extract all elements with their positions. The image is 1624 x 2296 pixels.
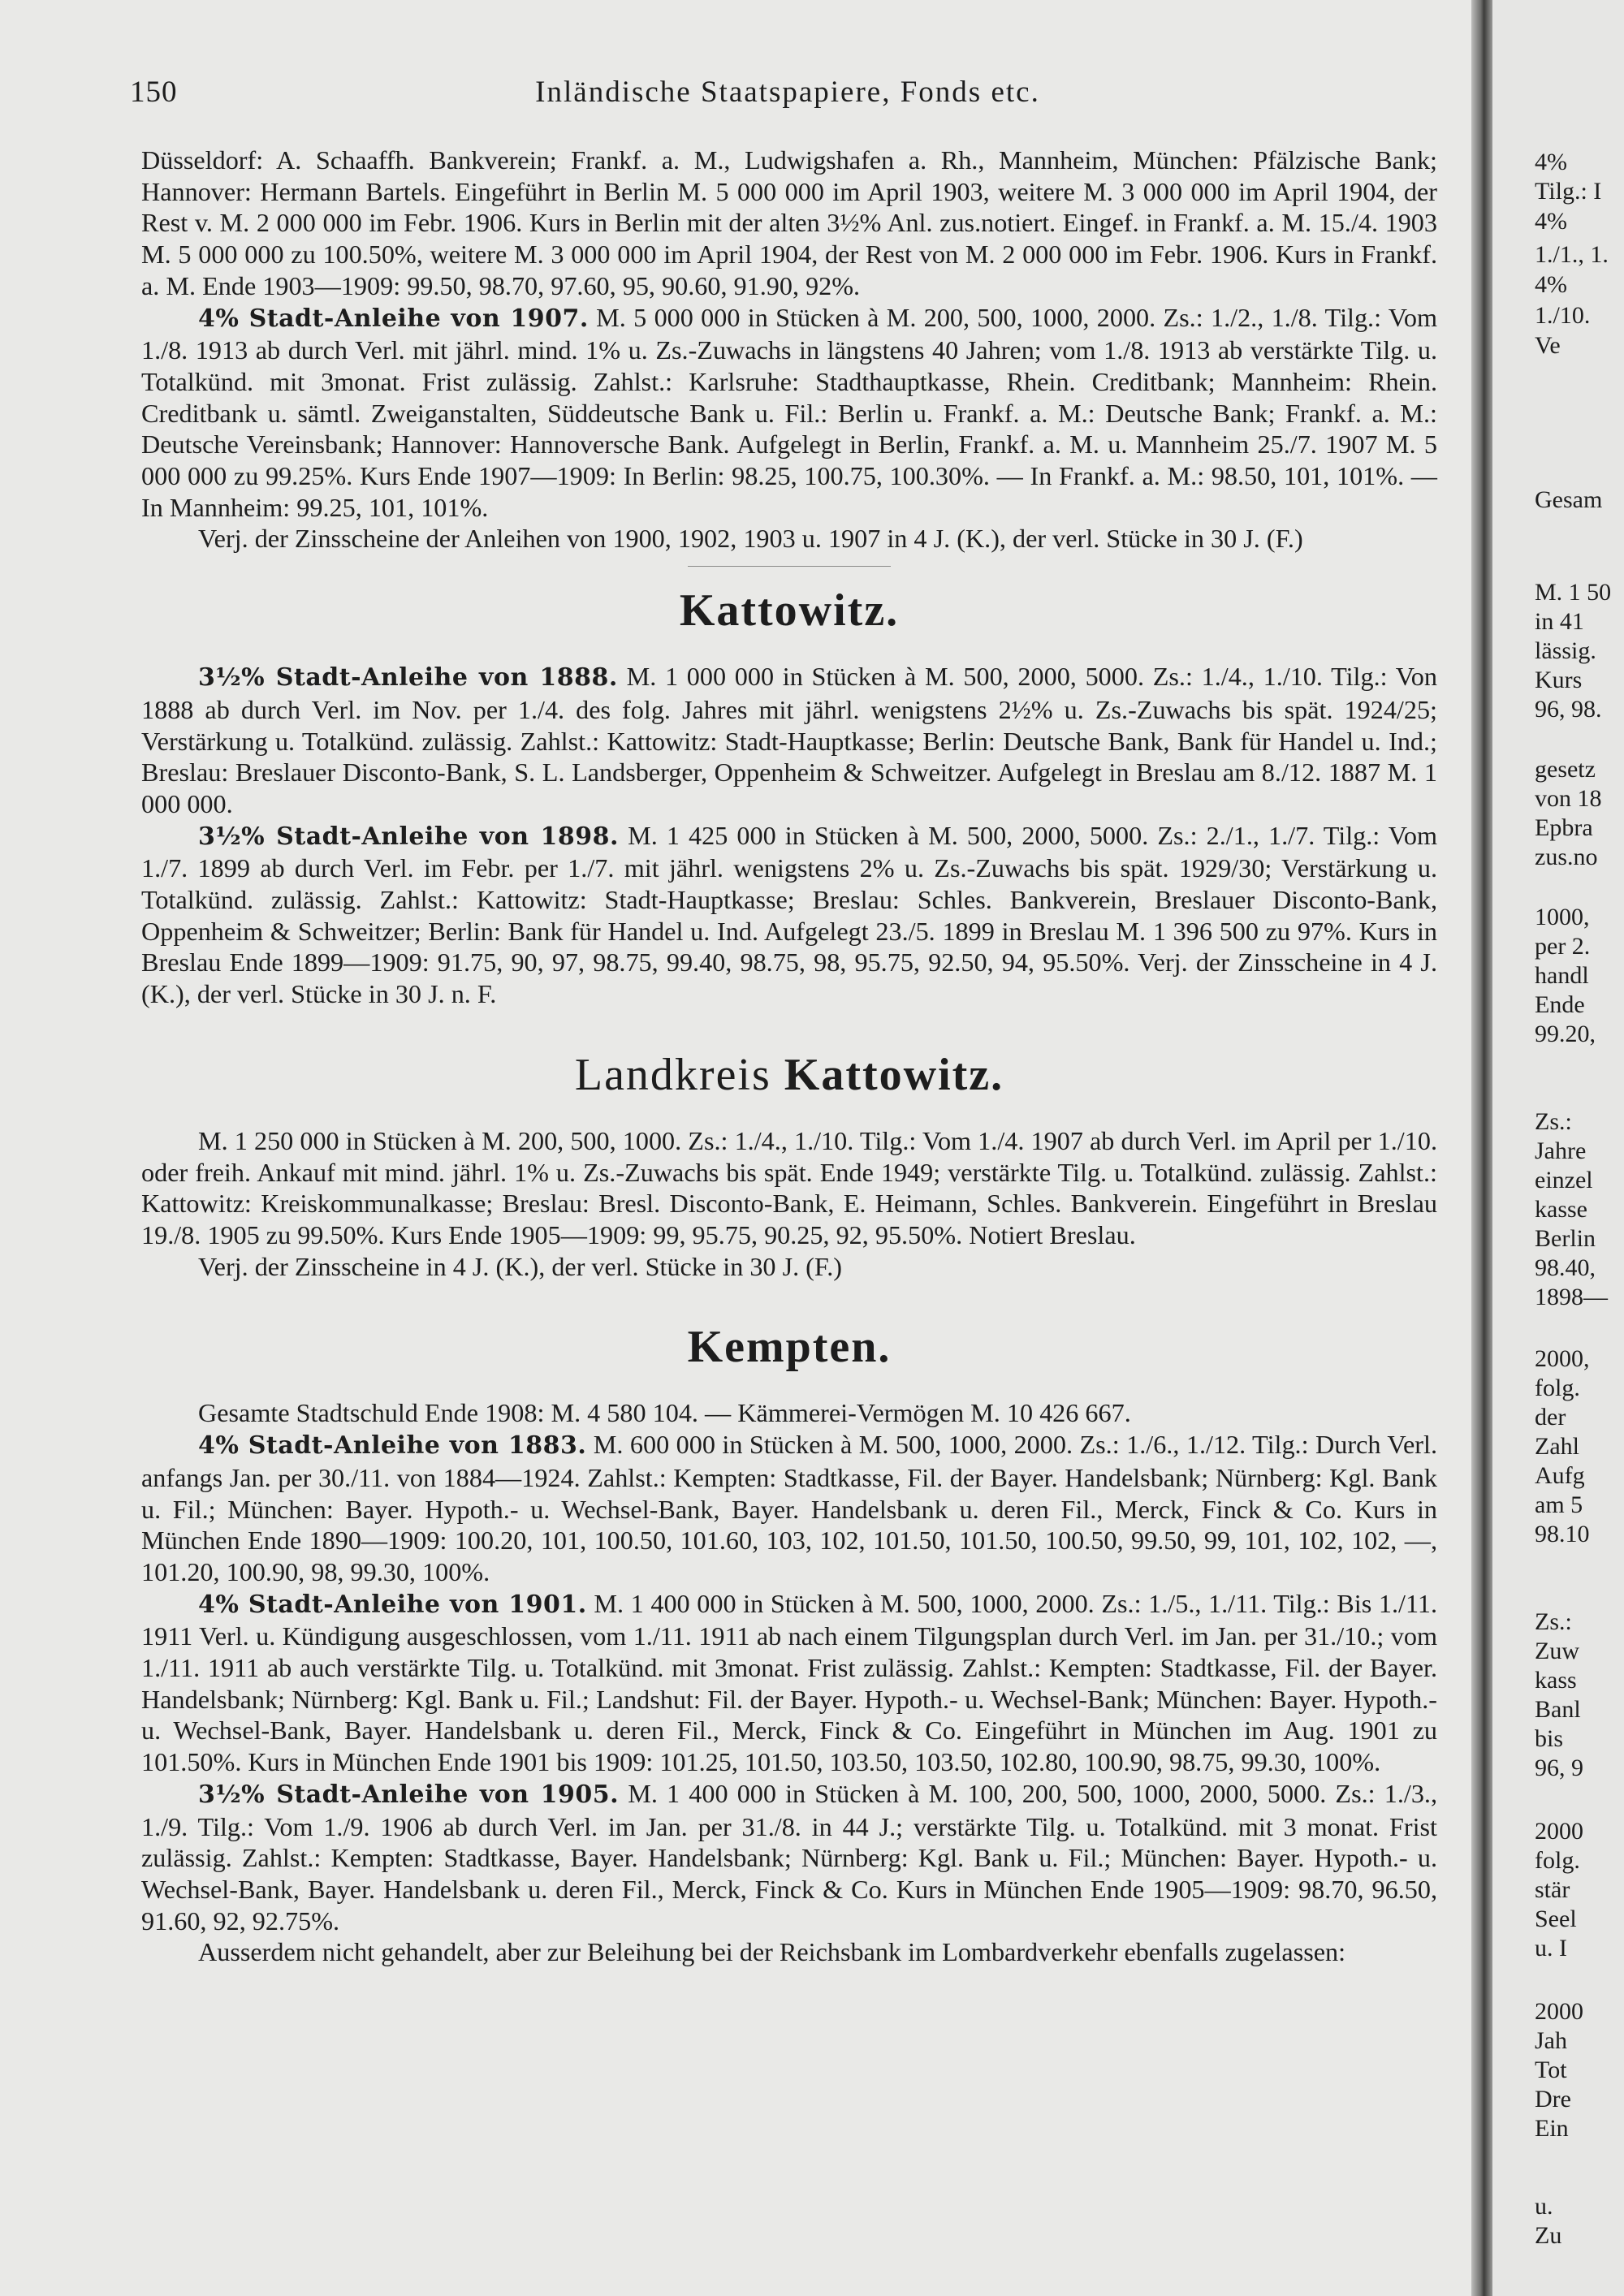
- limitation-note: [141, 523, 1437, 555]
- loan-text: M. 1 000 000 in Stücken à M. 500, 2000, 5000. Zs.: 1./4., 1./10. Tilg.: Von 1888 ab durch Verl. im Nov. per 1./4. des folg. Jahres mit jährl. wenigstens 2½% u. Zs.-Zuwachs bis spät. 1924/25; Verstärkung u. Totalkünd. zulässig. Zahlst.: Kattowitz: Stadt-Hauptkasse; Berlin: Deutsche Bank, Bank für Handel u. Ind.; Breslau: Breslauer Disconto-Bank, S. L. Landsberger, Oppenheim & Schweitzer. Aufgelegt in Breslau am 8./12. 1887 M. 1 000 000.: [141, 662, 1437, 818]
- facing-page-fragment: M. 1 50: [1535, 579, 1612, 606]
- debt-summary: [141, 1397, 1437, 1429]
- facing-page-fragment: von 18: [1535, 785, 1602, 812]
- loan-text: M. 1 250 000 in Stücken à M. 200, 500, 1000. Zs.: 1./4., 1./10. Tilg.: Vom 1./4. 1907 ab durch Verl. im April per 1./10. oder freih. Ankauf mit mind. jährl. 1% u. Zs.-Zuwachs bis spät. Ende 1949; verstärkte Tilg. u. Totalkünd. zulässig. Zahlst.: Kattowitz: Kreiskommunalkasse; Breslau: Bresl. Disconto-Bank, E. Heimann, Schles. Bankverein. Eingeführt in Breslau 19./8. 1905 zu 99.50%. Kurs Ende 1905—1909: 99, 95.75, 90.25, 92, 95.50%. Notiert Breslau.: [141, 1125, 1437, 1249]
- facing-page-fragment: in 41: [1535, 608, 1584, 635]
- section-heading-kattowitz: Kattowitz.: [679, 585, 900, 637]
- loan-entry: [141, 1588, 1437, 1778]
- facing-page-fragment: Dre: [1535, 2086, 1571, 2113]
- section-heading-kempten: Kempten.: [687, 1322, 892, 1373]
- facing-page-fragment: kass: [1535, 1667, 1577, 1694]
- facing-page-fragment: bis: [1535, 1725, 1564, 1752]
- running-title: Inländische Staatspapiere, Fonds etc.: [535, 76, 1040, 109]
- facing-page-fragment: Zs.:: [1535, 1608, 1572, 1635]
- facing-page-fragment: 1000,: [1535, 904, 1590, 930]
- section-divider: [688, 566, 891, 567]
- facing-page-fragment: handl: [1535, 962, 1589, 989]
- loan-entry: [141, 302, 1437, 524]
- facing-page-fragment: Banl: [1535, 1696, 1581, 1723]
- facing-page-fragment: u.: [1535, 2193, 1553, 2220]
- facing-page-fragment: Ve: [1535, 332, 1561, 359]
- facing-page-fragment: Tilg.: I: [1535, 178, 1602, 205]
- loan-text: Gesamte Stadtschuld Ende 1908: M. 4 580 104. — Kämmerei-Vermögen M. 10 426 667.: [198, 1398, 1131, 1428]
- facing-page-fragment: 4%: [1535, 271, 1567, 298]
- book-gutter: [1471, 0, 1492, 2296]
- facing-page-fragment: 98.10: [1535, 1521, 1590, 1547]
- facing-page-fragment: 96, 98.: [1535, 696, 1602, 723]
- loan-text: Ausserdem nicht gehandelt, aber zur Beleihung bei der Reichsbank im Lombardverkehr ebenfalls zugelassen:: [198, 1937, 1346, 1967]
- facing-page-fragment: folg.: [1535, 1375, 1580, 1401]
- loan-text: M. 1 425 000 in Stücken à M. 500, 2000, 5000. Zs.: 2./1., 1./7. Tilg.: Vom 1./7. 1899 ab durch Verl. im Febr. per 1./7. mit jährl. wenigstens 2% u. Zs.-Zuwachs bis spät. 1929/30; Verstärkung u. Totalkünd. zulässig. Zahlst.: Kattowitz: Stadt-Hauptkasse; Breslau: Schles. Bankverein, Breslauer Disconto-Bank, Oppenheim & Schweitzer; Berlin: Bank für Handel u. Ind. Aufgelegt 23./5. 1899 in Breslau M. 1 396 500 zu 97%. Kurs in Breslau Ende 1899—1909: 91.75, 90, 97, 98.75, 99.40, 98.75, 98, 95.75, 92.50, 94, 95.50%. Verj. der Zinsscheine in 4 J. (K.), der verl. Stücke in 30 J. n. F.: [141, 820, 1437, 1009]
- facing-page-fragment: gesetz: [1535, 756, 1596, 783]
- page-body: [141, 145, 1437, 1968]
- facing-page-fragment: 2000,: [1535, 1345, 1590, 1372]
- facing-page-fragment: Gesam: [1535, 486, 1603, 513]
- facing-page-fragment: Tot: [1535, 2056, 1567, 2083]
- facing-page-fragment: 4%: [1535, 149, 1567, 175]
- section-heading-landkreis-kattowitz: Landkreis Kattowitz.: [574, 1049, 1004, 1100]
- facing-page-fragment: u. I: [1535, 1935, 1567, 1962]
- facing-page-fragment: Zahl: [1535, 1433, 1579, 1460]
- facing-page-fragment: Jahre: [1535, 1137, 1587, 1164]
- loan-title: 4% Stadt-Anleihe von 1883.: [198, 1431, 587, 1461]
- section-spacer: [141, 1010, 1437, 1031]
- facing-page-fragment: Kurs: [1535, 667, 1583, 693]
- loan-text: Verj. der Zinsscheine der Anleihen von 1900, 1902, 1903 u. 1907 in 4 J. (K.), der verl. Stücke in 30 J. (F.): [198, 524, 1303, 554]
- facing-page-fragment: Berlin: [1535, 1225, 1596, 1252]
- facing-page-fragment: 4%: [1535, 208, 1567, 235]
- facing-page-edge: [1492, 0, 1624, 2296]
- facing-page-fragment: am 5: [1535, 1491, 1583, 1518]
- facing-page-fragment: einzel: [1535, 1167, 1593, 1193]
- loan-text: M. 600 000 in Stücken à M. 500, 1000, 2000. Zs.: 1./6., 1./12. Tilg.: Durch Verl. anfangs Jan. per 30./11. von 1884—1924. Zahlst.: Kempten: Stadtkasse, Fil. der Bayer. Handelsbank; Nürnberg: Kgl. Bank u. Fil.; München: Bayer. Hypoth.- u. Wechsel-Bank, Bayer. Handelsbank u. deren Fil., Merck, Finck & Co. Kurs in München Ende 1890—1909: 100.20, 101, 100.50, 101.60, 103, 102, 101.50, 101.50, 100.50, 99.50, 99, 101, 102, 102, —, 101.20, 100.90, 98, 99.30, 100%.: [141, 1430, 1438, 1586]
- facing-page-fragment: 2000: [1535, 1818, 1583, 1845]
- loan-entry: [141, 661, 1437, 820]
- facing-page-fragment: 1./1., 1.: [1535, 241, 1609, 268]
- closing-note: [141, 1936, 1437, 1968]
- loan-title: 3½% Stadt-Anleihe von 1905.: [198, 1780, 620, 1809]
- facing-page-fragment: Zu: [1535, 2222, 1562, 2249]
- loan-title: 4% Stadt-Anleihe von 1907.: [198, 304, 589, 333]
- facing-page-fragment: 2000: [1535, 1998, 1583, 2025]
- facing-page-fragment: kasse: [1535, 1196, 1587, 1223]
- facing-page-fragment: Seel: [1535, 1905, 1577, 1932]
- loan-text: M. 5 000 000 in Stücken à M. 200, 500, 1000, 2000. Zs.: 1./2., 1./8. Tilg.: Vom 1./8. 1913 ab durch Verl. mit jährl. mind. 1% u. Zs.-Zuwachs in längstens 40 Jahren; vom 1./8. 1913 ab verstärkte Tilg. u. Totalkünd. mit 3monat. Frist zulässig. Zahlst.: Karlsruhe: Stadthauptkasse, Rhein. Creditbank; Mannheim: Rhein. Creditbank u. sämtl. Zweiganstalten, Süddeutsche Bank u. Fil.: Berlin u. Frankf. a. M.: Deutsche Bank; Frankf. a. M.: Deutsche Vereinsbank; Hannover: Hannoversche Bank. Aufgelegt in Berlin, Frankf. a. M. u. Mannheim 25./7. 1907 M. 5 000 000 zu 99.25%. Kurs Ende 1907—1909: In Berlin: 98.25, 100.75, 100.30%. — In Frankf. a. M.: 98.50, 101, 101%. — In Mannheim: 99.25, 101, 101%.: [141, 302, 1438, 522]
- facing-page-fragment: Ein: [1535, 2115, 1569, 2142]
- loan-text: Verj. der Zinsscheine in 4 J. (K.), der verl. Stücke in 30 J. (F.): [198, 1251, 842, 1281]
- facing-page-fragment: Ende: [1535, 991, 1585, 1018]
- facing-page-fragment: 96, 9: [1535, 1754, 1583, 1781]
- facing-page-fragment: zus.no: [1535, 844, 1598, 870]
- facing-page-fragment: 1898—: [1535, 1284, 1608, 1310]
- facing-page-fragment: stär: [1535, 1876, 1570, 1903]
- facing-page-fragment: Jah: [1535, 2027, 1567, 2054]
- loan-title: 3½% Stadt-Anleihe von 1898.: [198, 822, 619, 851]
- section-spacer: [141, 1282, 1437, 1303]
- loan-entry: [141, 1125, 1437, 1251]
- facing-page-fragment: 99.20,: [1535, 1021, 1596, 1047]
- page-number: 150: [130, 76, 178, 109]
- loan-title: 3½% Stadt-Anleihe von 1888.: [198, 663, 618, 693]
- limitation-note: [141, 1251, 1437, 1283]
- facing-page-fragment: der: [1535, 1404, 1566, 1431]
- facing-page-fragment: Zuw: [1535, 1638, 1579, 1664]
- facing-page-fragment: lässig.: [1535, 637, 1596, 664]
- facing-page-fragment: per 2.: [1535, 933, 1591, 960]
- facing-page-fragment: 98.40,: [1535, 1254, 1596, 1281]
- intro-paragraph: Düsseldorf: A. Schaaffh. Bankverein; Frankf. a. M., Ludwigshafen a. Rh., Mannheim, München: Pfälzische Bank; Hannover: Hermann Bartels. Eingeführt in Berlin M. 5 000 000 im April 1903, weitere M. 3 000 000 im April 1904, der Rest v. M. 2 000 000 im Febr. 1906. Kurs in Berlin mit der alten 3½% Anl. zus.notiert. Eingef. in Frankf. a. M. 15./4. 1903 M. 5 000 000 zu 100.50%, weitere M. 3 000 000 im April 1904, der Rest von M. 2 000 000 im Febr. 1906. Kurs in Frankf. a. M. Ende 1903—1909: 99.50, 98.70, 97.60, 95, 90.60, 91.90, 92%.: [141, 145, 1437, 300]
- loan-text: M. 1 400 000 in Stücken à M. 100, 200, 500, 1000, 2000, 5000. Zs.: 1./3., 1./9. Tilg.: Vom 1./9. 1906 ab durch Verl. im Jan. per 31./8. in 44 J.; verstärkte Tilg. u. Totalkünd. mit 3 monat. Frist zulässig. Zahlst.: Kempten: Stadtkasse, Bayer. Handelsbank; Nürnberg: Kgl. Bank u. Fil.; München: Bayer. Hypoth.- u. Wechsel-Bank, Bayer. Handelsbank u. deren Fil., Merck, Finck & Co. Kurs in München Ende 1905—1909: 98.70, 96.50, 91.60, 92, 92.75%.: [141, 1778, 1438, 1936]
- page-header: [130, 75, 1445, 110]
- facing-page-fragment: Epbra: [1535, 814, 1593, 841]
- loan-entry: [141, 1429, 1437, 1588]
- facing-page-fragment: 1./10.: [1535, 302, 1591, 329]
- loan-entry: [141, 820, 1437, 1010]
- facing-page-fragment: Zs.:: [1535, 1108, 1572, 1135]
- facing-page-fragment: Aufg: [1535, 1462, 1585, 1489]
- loan-title: 4% Stadt-Anleihe von 1901.: [198, 1590, 587, 1619]
- facing-page-fragment: folg.: [1535, 1847, 1580, 1874]
- loan-text: M. 1 400 000 in Stücken à M. 500, 1000, 2000. Zs.: 1./5., 1./11. Tilg.: Bis 1./11. 1911 Verl. u. Kündigung ausgeschlossen, vom 1./11. 1911 ab nach einem Tilgungsplan durch Verl. im Jan. per 31./10.; vom 1./11. 1911 ab auch verstärkte Tilg. u. Totalkünd. mit 3monat. Frist zulässig. Zahlst.: Kempten: Stadtkasse, Fil. der Bayer. Handelsbank; Nürnberg: Kgl. Bank u. Fil.; Landshut: Fil. der Bayer. Hypoth.- u. Wechsel-Bank; München: Bayer. Hypoth.- u. Wechsel-Bank, Bayer. Handelsbank u. deren Fil., Merck, Finck & Co. Eingeführt in München im Aug. 1901 zu 101.50%. Kurs in München Ende 1901 bis 1909: 101.25, 101.50, 103.50, 103.50, 102.80, 100.90, 98.75, 99.30, 100%.: [141, 1588, 1437, 1777]
- loan-entry: [141, 1778, 1437, 1937]
